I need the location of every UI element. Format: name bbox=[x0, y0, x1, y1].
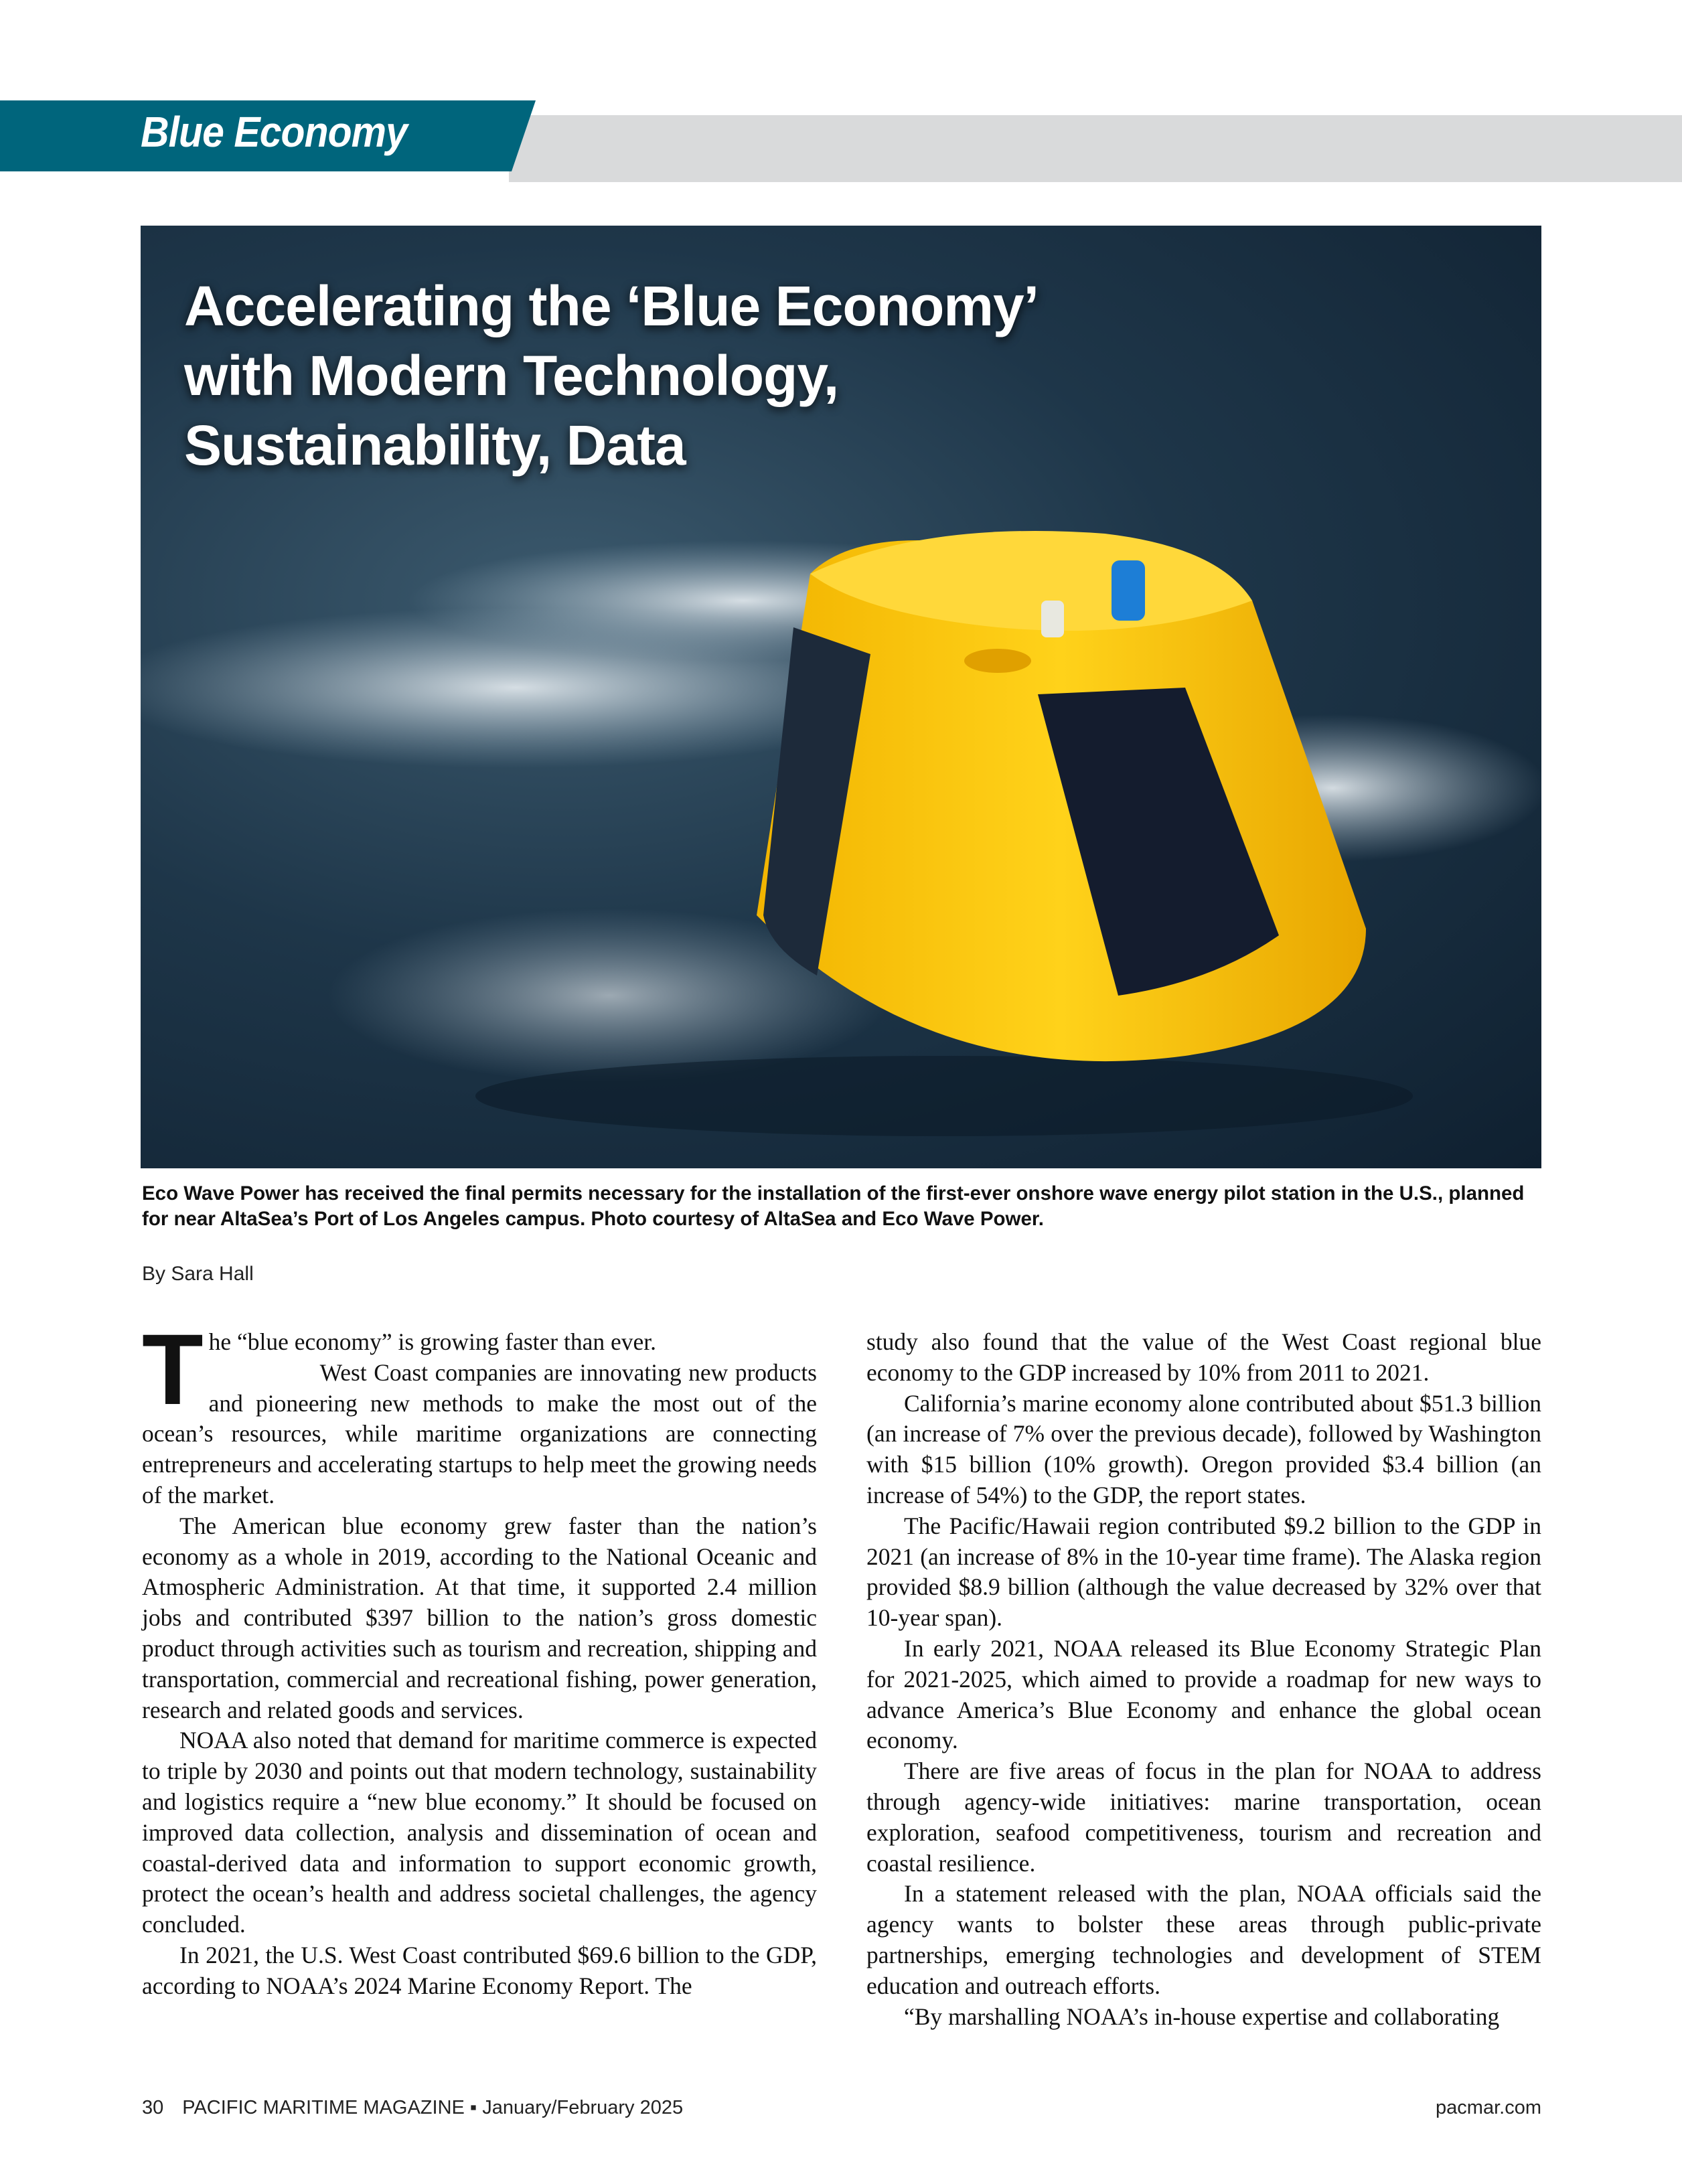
paragraph: In a statement released with the plan, NOAA officials said the agency wants to bolster these areas through public-private partnerships, emerging technologies and development of STEM education and outreach efforts. bbox=[866, 1880, 1541, 1999]
article-column-right bbox=[866, 1327, 1541, 2032]
paragraph: In 2021, the U.S. West Coast contributed $69.6 billion to the GDP, according to NOAA’s 2024 Marine Economy Report. The bbox=[142, 1941, 817, 1999]
paragraph: There are five areas of focus in the plan for NOAA to address through agency-wide initiatives: marine transportation, ocean exploration, seafood competitiveness, tourism and recreation and coastal resilience. bbox=[866, 1758, 1541, 1877]
headline-line: Accelerating the ‘Blue Economy’ bbox=[184, 275, 1039, 337]
publication-name: PACIFIC MARITIME MAGAZINE ▪ January/February 2025 bbox=[182, 2097, 684, 2118]
paragraph: study also found that the value of the West Coast regional blue economy to the GDP increased by 10% from 2011 to 2021. bbox=[866, 1328, 1541, 1386]
page-number: 30 bbox=[142, 2097, 164, 2118]
hero-photo bbox=[141, 226, 1541, 1168]
headline-line: with Modern Technology, bbox=[184, 344, 839, 407]
article-headline bbox=[184, 271, 1039, 480]
paragraph: California’s marine economy alone contributed about $51.3 billion (an increase of 7% over the previous decade), followed by Washington with $15 billion (10% growth). Oregon provided $3.4 billion (an increase of 54%) to the GDP, the report states. bbox=[866, 1389, 1541, 1508]
paragraph: In early 2021, NOAA released its Blue Economy Strategic Plan for 2021-2025, which aimed to provide a roadmap for new ways to advance America’s Blue Economy and enhance the global ocean economy. bbox=[866, 1634, 1541, 1754]
drop-cap: T bbox=[142, 1313, 204, 1425]
footer-website[interactable]: pacmar.com bbox=[1436, 2097, 1541, 2118]
paragraph: NOAA also noted that demand for maritime commerce is expected to triple by 2030 and points out that modern technology, sustainability and logistics require a “new blue economy.” It should be focused on improved data collection, analysis and dissemination of ocean and coastal-derived data and information to support economic growth, protect the ocean’s health and address societal challenges, the agency concluded. bbox=[142, 1727, 817, 1938]
paragraph: The Pacific/Hawaii region contributed $9.2 billion to the GDP in 2021 (an increase of 8% in the 10-year time frame). The Alaska region provided $8.9 billion (although the value decreased by 32% over that 10-year span). bbox=[866, 1512, 1541, 1632]
paragraph: he “blue economy” is growing faster than ever. bbox=[208, 1328, 656, 1355]
footer-folio bbox=[142, 2097, 683, 2119]
paragraph: West Coast companies are innovating new products and pioneering new methods to make the most out of the ocean’s resources, while maritime organizations are connecting entrepreneurs and accelerating startups to help meet the growing needs of the market. bbox=[142, 1358, 817, 1508]
article-column-left bbox=[142, 1313, 817, 2002]
photo-caption: Eco Wave Power has received the final permits necessary for the installation of the first-ever onshore wave energy pilot station in the U.S., planned for near AltaSea’s Port of Los Angeles campus. Photo courtesy of AltaSea and Eco Wave Power. bbox=[142, 1182, 1525, 1230]
paragraph: The American blue economy grew faster than the nation’s economy as a whole in 2019, according to the National Oceanic and Atmospheric Administration. At that time, it supported 2.4 million jobs and contributed $397 billion to the nation’s gross domestic product through activities such as tourism and recreation, shipping and transportation, commercial and recreational fishing, power generation, research and related goods and services. bbox=[142, 1512, 817, 1723]
section-label: Blue Economy bbox=[141, 108, 407, 156]
byline: By Sara Hall bbox=[142, 1263, 254, 1285]
paragraph: “By marshalling NOAA’s in-house expertise and collaborating bbox=[904, 2003, 1500, 2030]
header-gray-bar bbox=[509, 115, 1682, 182]
headline-line: Sustainability, Data bbox=[184, 414, 686, 477]
